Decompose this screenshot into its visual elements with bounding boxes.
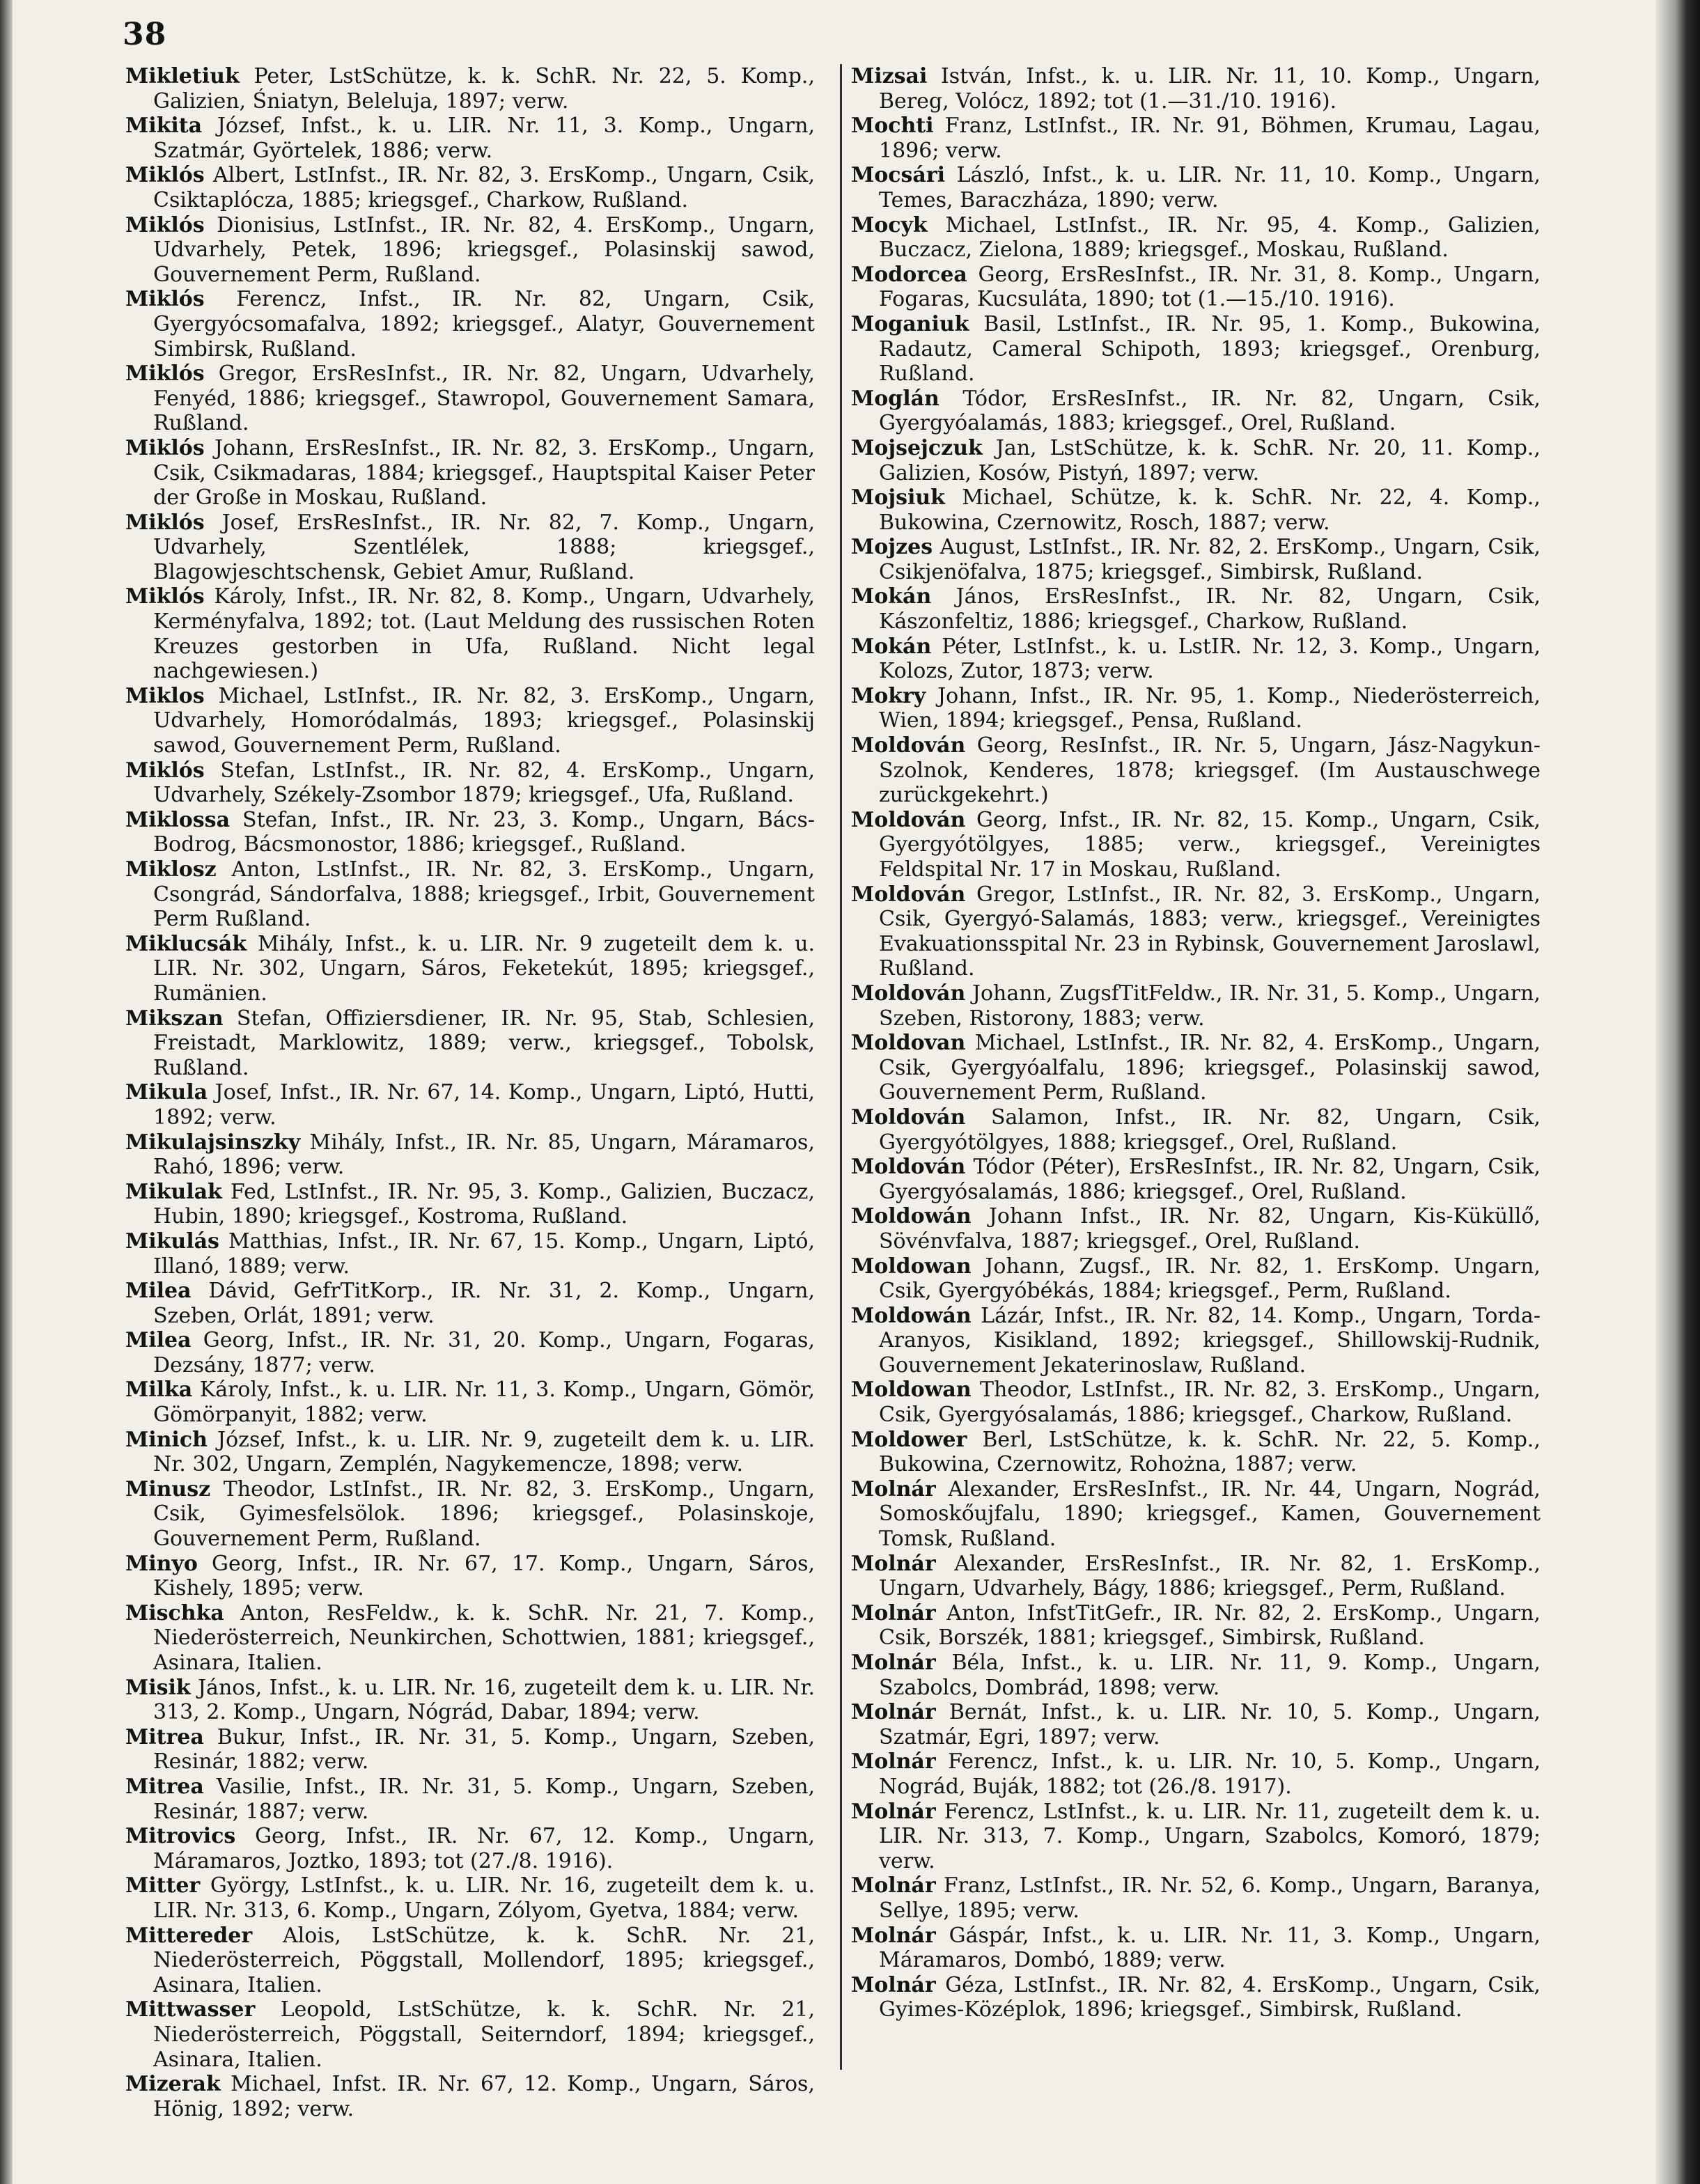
- entry-surname: Molnár: [851, 1972, 936, 1997]
- entry-details: Michael, LstInfst., IR. Nr. 82, 4. ErsKomp., Ungarn, Csik, Gyergyóalfalu, 1896; kriegsgef., Polasinskij sawod, Gouvernement Perm, Rußland.: [879, 1031, 1541, 1105]
- entry-surname: Mokán: [851, 584, 932, 609]
- entry-surname: Miklós: [125, 212, 205, 237]
- list-item: [125, 1130, 815, 1180]
- list-item: [125, 1873, 815, 1923]
- list-item: [125, 1552, 815, 1601]
- entry-surname: Molnár: [851, 1873, 936, 1898]
- entry-surname: Moldovan: [851, 1031, 966, 1056]
- entry-surname: Mizerak: [125, 2072, 221, 2097]
- entry-surname: Moldován: [851, 1155, 966, 1180]
- entry-details: Károly, Infst., k. u. LIR. Nr. 11, 3. Komp., Ungarn, Gömör, Gömörpanyit, 1882; verw.: [153, 1378, 815, 1428]
- entry-surname: Miklos: [125, 683, 205, 708]
- entry-details: Peter, LstSchütze, k. k. SchR. Nr. 22, 5. Komp., Galizien, Śniatyn, Belelujа, 1897; verw.: [153, 64, 815, 114]
- list-item: [851, 485, 1541, 535]
- entry-details: Dionisius, LstInfst., IR. Nr. 82, 4. ErsKomp., Ungarn, Udvarhely, Petek, 1896; kriegsgef., Polasinskij sawod, Gouvernement Perm, Rußland.: [153, 212, 815, 287]
- entry-details: Johann, Zugsf., IR. Nr. 82, 1. ErsKomp. Ungarn, Csik, Gyergyóbékás, 1884; kriegsgef., Perm, Rußland.: [879, 1254, 1541, 1304]
- entry-details: Alexander, ErsResInfst., IR. Nr. 82, 1. ErsKomp., Ungarn, Udvarhely, Bágy, 1886; kriegsgef., Perm, Rußland.: [879, 1551, 1541, 1601]
- entry-details: István, Infst., k. u. LIR. Nr. 11, 10. Komp., Ungarn, Bereg, Volócz, 1892; tot (1.—31./10. 1916).: [879, 64, 1541, 114]
- list-item: [851, 981, 1541, 1031]
- column-divider: [840, 64, 842, 2070]
- list-item: [851, 163, 1541, 212]
- entry-details: Béla, Infst., k. u. LIR. Nr. 11, 9. Komp., Ungarn, Szabolcs, Dombrád, 1898; verw.: [879, 1651, 1541, 1700]
- entry-surname: Molnár: [851, 1923, 936, 1948]
- entry-details: József, Infst., k. u. LIR. Nr. 11, 3. Komp., Ungarn, Szatmár, Györtelek, 1886; verw.: [153, 114, 815, 163]
- entry-surname: Milea: [125, 1328, 192, 1353]
- entry-surname: Moganiuk: [851, 311, 969, 336]
- list-item: [851, 1378, 1541, 1427]
- entry-surname: Milka: [125, 1378, 193, 1403]
- entry-details: Stefan, Offiziersdiener, IR. Nr. 95, Stab, Schlesien, Freistadt, Marklowitz, 1889; verw., kriegsgef., Tobolsk, Rußland.: [153, 1006, 815, 1080]
- entry-surname: Moldowan: [851, 1254, 972, 1279]
- entry-details: Gáspár, Infst., k. u. LIR. Nr. 11, 3. Komp., Ungarn, Máramaros, Dombó, 1889; verw.: [879, 1923, 1541, 1973]
- entry-details: Franz, LstInfst., IR. Nr. 52, 6. Komp., Ungarn, Baranya, Sellye, 1895; verw.: [879, 1873, 1541, 1923]
- entry-details: Alexander, ErsResInfst., IR. Nr. 44, Ungarn, Nográd, Somoskőujfalu, 1890; kriegsgef., Kamen, Gouvernement Tomsk, Rußland.: [879, 1476, 1541, 1552]
- list-item: [851, 64, 1541, 114]
- entry-details: Franz, LstInfst., IR. Nr. 91, Böhmen, Krumau, Lagau, 1896; verw.: [879, 114, 1541, 163]
- list-item: [851, 263, 1541, 312]
- list-item: [125, 436, 815, 510]
- entry-details: Michael, Schütze, k. k. SchR. Nr. 22, 4. Komp., Bukowina, Czernowitz, Rosch, 1887; verw.: [879, 485, 1541, 535]
- list-item: [851, 1552, 1541, 1601]
- list-item: [125, 1378, 815, 1427]
- entry-surname: Molnár: [851, 1700, 936, 1725]
- entry-details: László, Infst., k. u. LIR. Nr. 11, 10. Komp., Ungarn, Temes, Baraczháza, 1890; verw.: [879, 163, 1541, 212]
- entry-details: Mihály, Infst., k. u. LIR. Nr. 9 zugeteilt dem k. u. LIR. Nr. 302, Ungarn, Sáros, Feketekút, 1895; kriegsgef., Rumänien.: [153, 931, 815, 1006]
- entry-surname: Molnár: [851, 1476, 936, 1502]
- entry-surname: Mocsári: [851, 163, 946, 188]
- list-item: [125, 1924, 815, 1998]
- list-item: [125, 857, 815, 932]
- list-item: [125, 684, 815, 758]
- entry-surname: Mojsejczuk: [851, 435, 983, 460]
- entry-details: Georg, Infst., IR. Nr. 31, 20. Komp., Ungarn, Fogaras, Dezsány, 1877; verw.: [153, 1328, 815, 1378]
- entry-details: Salamon, Infst., IR. Nr. 82, Ungarn, Csik, Gyergyótölgyes, 1888; kriegsgef., Orel, Rußland.: [879, 1105, 1541, 1155]
- entry-details: Johann Infst., IR. Nr. 82, Ungarn, Kis-Küküllő, Sövénvfalva, 1887; kriegsgef., Orel, Rußland.: [879, 1204, 1541, 1254]
- list-item: [851, 733, 1541, 808]
- entry-details: Basil, LstInfst., IR. Nr. 95, 1. Komp., Bukowina, Radautz, Cameral Schipoth, 1893; kriegsgef., Orenburg, Rußland.: [879, 311, 1541, 387]
- entry-surname: Milea: [125, 1279, 192, 1304]
- entry-details: Stefan, LstInfst., IR. Nr. 82, 4. ErsKomp., Ungarn, Udvarhely, Székely-Zsombor 1879; kriegsgef., Ufa, Rußland.: [153, 758, 815, 808]
- entry-surname: Miklós: [125, 584, 205, 609]
- list-item: [851, 1700, 1541, 1749]
- list-item: [125, 287, 815, 361]
- entry-surname: Mikszan: [125, 1006, 224, 1031]
- list-item: [851, 1304, 1541, 1378]
- left-column: [125, 64, 815, 2121]
- list-item: [125, 1328, 815, 1378]
- list-item: [125, 584, 815, 683]
- entry-details: Lázár, Infst., IR. Nr. 82, 14. Komp., Ungarn, Torda-Aranyos, Kisikland, 1892; kriegsgef., Shillowskij-Rudnik, Gouvernement Jekaterinoslaw, Rußland.: [879, 1303, 1541, 1378]
- entry-details: Georg, Infst., IR. Nr. 82, 15. Komp., Ungarn, Csik, Gyergyótölgyes, 1885; verw., kriegsgef., Vereinigtes Feldspital Nr. 17 in Moskau, Rußland.: [879, 807, 1541, 882]
- entry-details: Bukur, Infst., IR. Nr. 31, 5. Komp., Ungarn, Szeben, Resinár, 1882; verw.: [153, 1724, 815, 1774]
- entry-details: Theodor, LstInfst., IR. Nr. 82, 3. ErsKomp., Ungarn, Csik, Gyergyósalamás, 1886; kriegsgef., Charkow, Rußland.: [879, 1378, 1541, 1428]
- entry-surname: Molnár: [851, 1551, 936, 1576]
- list-item: [851, 808, 1541, 882]
- list-item: [851, 1155, 1541, 1204]
- entry-surname: Miklós: [125, 361, 205, 387]
- entry-surname: Mojzes: [851, 535, 933, 560]
- list-item: [125, 361, 815, 436]
- list-item: [851, 114, 1541, 163]
- entry-details: Georg, Infst., IR. Nr. 67, 17. Komp., Ungarn, Sáros, Kishely, 1895; verw.: [153, 1551, 815, 1601]
- entry-surname: Mizsai: [851, 64, 928, 88]
- list-item: [851, 1749, 1541, 1799]
- entry-surname: Mittereder: [125, 1923, 253, 1948]
- list-item: [851, 387, 1541, 436]
- right-column: [851, 64, 1541, 2022]
- entry-details: Johann, Infst., IR. Nr. 95, 1. Komp., Niederösterreich, Wien, 1894; kriegsgef., Pensa, Rußland.: [879, 683, 1541, 733]
- entry-details: János, ErsResInfst., IR. Nr. 82, Ungarn, Csik, Kászonfeltiz, 1886; kriegsgef., Charkow, Rußland.: [879, 584, 1541, 634]
- entry-details: Berl, LstSchütze, k. k. SchR. Nr. 22, 5. Komp., Bukowina, Czernowitz, Rohożna, 1887; verw.: [879, 1427, 1541, 1477]
- entry-details: Tódor (Péter), ErsResInfst., IR. Nr. 82, Ungarn, Csik, Gyergyósalamás, 1886; kriegsgef., Orel, Rußland.: [879, 1155, 1541, 1204]
- entry-surname: Moldower: [851, 1427, 967, 1452]
- list-item: [125, 1725, 815, 1774]
- entry-details: Georg, ErsResInfst., IR. Nr. 31, 8. Komp., Ungarn, Fogaras, Kucsuláta, 1890; tot (1.—15./10. 1916).: [879, 262, 1541, 312]
- list-item: [125, 1229, 815, 1279]
- entry-details: Jan, LstSchütze, k. k. SchR. Nr. 20, 11. Komp., Galizien, Kosów, Pistyń, 1897; verw.: [879, 435, 1541, 485]
- entry-surname: Mitrea: [125, 1724, 204, 1749]
- entry-surname: Miklosz: [125, 857, 217, 882]
- entry-surname: Mokry: [851, 683, 926, 708]
- page-number: 38: [123, 17, 167, 52]
- list-item: [125, 758, 815, 808]
- entry-details: János, Infst., k. u. LIR. Nr. 16, zugeteilt dem k. u. LIR. Nr. 313, 2. Komp., Ungarn, Nógrád, Dabar, 1894; verw.: [153, 1675, 815, 1725]
- list-item: [851, 1973, 1541, 2022]
- entry-surname: Molnár: [851, 1600, 936, 1625]
- entry-details: Albert, LstInfst., IR. Nr. 82, 3. ErsKomp., Ungarn, Csik, Csiktaplócza, 1885; kriegsgef., Charkow, Rußland.: [153, 163, 815, 212]
- list-item: [125, 1997, 815, 2072]
- list-item: [125, 2072, 815, 2121]
- entry-surname: Mokán: [851, 634, 932, 659]
- entry-details: György, LstInfst., k. u. LIR. Nr. 16, zugeteilt dem k. u. LIR. Nr. 313, 6. Komp., Ungarn, Zólyom, Gyetva, 1884; verw.: [153, 1873, 815, 1923]
- entry-surname: Moldowan: [851, 1378, 972, 1403]
- entry-details: Michael, Infst. IR. Nr. 67, 12. Komp., Ungarn, Sáros, Hönig, 1892; verw.: [153, 2072, 815, 2121]
- entry-details: Johann, ZugsfTitFeldw., IR. Nr. 31, 5. Komp., Ungarn, Szeben, Ristorony, 1883; verw.: [879, 981, 1541, 1031]
- list-item: [851, 1254, 1541, 1304]
- list-item: [125, 932, 815, 1006]
- entry-details: Tódor, ErsResInfst., IR. Nr. 82, Ungarn, Csik, Gyergyóalamás, 1883; kriegsgef., Orel, Rußland.: [879, 386, 1541, 436]
- entry-surname: Moldowán: [851, 1204, 972, 1229]
- entry-surname: Miklós: [125, 435, 205, 460]
- list-item: [851, 213, 1541, 263]
- entry-surname: Mikulás: [125, 1228, 219, 1254]
- list-item: [125, 1676, 815, 1725]
- entry-surname: Mikula: [125, 1080, 208, 1105]
- entry-surname: Mocyk: [851, 212, 928, 237]
- entry-surname: Miklós: [125, 510, 205, 535]
- list-item: [125, 510, 815, 585]
- entry-surname: Miklós: [125, 758, 205, 783]
- list-item: [851, 1873, 1541, 1923]
- entry-details: Leopold, LstSchütze, k. k. SchR. Nr. 21, Niederösterreich, Pöggstall, Seiterndorf, 1894; kriegsgef., Asinara, Italien.: [153, 1997, 815, 2072]
- entry-details: Stefan, Infst., IR. Nr. 23, 3. Komp., Ungarn, Bács-Bodrog, Bácsmonostor, 1886; kriegsgef., Rußland.: [153, 807, 815, 857]
- list-item: [851, 1031, 1541, 1105]
- list-item: [851, 312, 1541, 387]
- entry-surname: Mitrea: [125, 1774, 204, 1799]
- entry-details: Péter, LstInfst., k. u. LstIR. Nr. 12, 3. Komp., Ungarn, Kolozs, Zutor, 1873; verw.: [879, 634, 1541, 684]
- list-item: [851, 882, 1541, 981]
- list-item: [125, 114, 815, 163]
- entry-surname: Moldován: [851, 1105, 966, 1130]
- list-item: [851, 1651, 1541, 1700]
- entry-details: Michael, LstInfst., IR. Nr. 82, 3. ErsKomp., Ungarn, Udvarhely, Homoródalmás, 1893; kriegsgef., Polasinskij sawod, Gouvernement Perm, Rußland.: [153, 683, 815, 758]
- entry-details: Michael, LstInfst., IR. Nr. 95, 4. Komp., Galizien, Buczacz, Zielona, 1889; kriegsgef., Moskau, Rußland.: [879, 212, 1541, 263]
- list-item: [125, 1428, 815, 1477]
- list-item: [125, 1180, 815, 1229]
- list-item: [125, 1279, 815, 1328]
- entry-surname: Modorcea: [851, 262, 967, 287]
- entry-surname: Minich: [125, 1427, 208, 1452]
- entry-surname: Mikletiuk: [125, 64, 240, 88]
- entry-surname: Mitter: [125, 1873, 201, 1898]
- list-item: [851, 1105, 1541, 1155]
- entry-details: Gregor, ErsResInfst., IR. Nr. 82, Ungarn, Udvarhely, Fenyéd, 1886; kriegsgef., Stawropol, Gouvernement Samara, Rußland.: [153, 361, 815, 436]
- entry-details: Géza, LstInfst., IR. Nr. 82, 4. ErsKomp., Ungarn, Csik, Gyimes-Középlok, 1896; kriegsgef., Simbirsk, Rußland.: [879, 1972, 1541, 2022]
- entry-surname: Moldován: [851, 733, 966, 758]
- entry-details: Anton, LstInfst., IR. Nr. 82, 3. ErsKomp., Ungarn, Csongrád, Sándorfalva, 1888; kriegsgef., Irbit, Gouvernement Perm Rußland.: [153, 857, 815, 932]
- list-item: [125, 1601, 815, 1676]
- entry-surname: Mitrovics: [125, 1824, 236, 1849]
- list-item: [851, 1924, 1541, 1973]
- list-item: [125, 64, 815, 114]
- entry-surname: Miklucsák: [125, 931, 247, 956]
- entry-details: Matthias, Infst., IR. Nr. 67, 15. Komp., Ungarn, Liptó, Illanó, 1889; verw.: [153, 1228, 815, 1279]
- entry-details: Károly, Infst., IR. Nr. 82, 8. Komp., Ungarn, Udvarhely, Kerményfalva, 1892; tot. (Laut Meldung des russischen Roten Kreuzes gestorben in Ufa, Rußland. Nicht legal nachgewiesen.): [153, 584, 815, 684]
- entry-surname: Molnár: [851, 1799, 936, 1824]
- page-left-edge: [0, 0, 13, 2184]
- entry-surname: Molnár: [851, 1749, 936, 1774]
- entry-surname: Mischka: [125, 1600, 224, 1625]
- entry-details: Georg, ResInfst., IR. Nr. 5, Ungarn, Jász-Nagykun-Szolnok, Kenderes, 1878; kriegsgef. (Im Austauschwege zurückgekehrt.): [879, 733, 1541, 808]
- list-item: [851, 634, 1541, 684]
- list-item: [851, 1800, 1541, 1874]
- list-item: [125, 1824, 815, 1873]
- entry-surname: Moldován: [851, 882, 966, 907]
- entry-details: Ferencz, Infst., k. u. LIR. Nr. 10, 5. Komp., Ungarn, Nográd, Buják, 1882; tot (26./8. 1917).: [879, 1749, 1541, 1799]
- list-item: [125, 213, 815, 288]
- entry-surname: Moglán: [851, 386, 939, 411]
- entry-surname: Mochti: [851, 114, 934, 139]
- list-item: [125, 1080, 815, 1130]
- entry-details: August, LstInfst., IR. Nr. 82, 2. ErsKomp., Ungarn, Csik, Csikjenöfalva, 1875; kriegsgef., Simbirsk, Rußland.: [879, 535, 1541, 584]
- entry-surname: Moldowán: [851, 1303, 972, 1328]
- entry-details: Bernát, Infst., k. u. LIR. Nr. 10, 5. Komp., Ungarn, Szatmár, Egri, 1897; verw.: [879, 1700, 1541, 1749]
- entry-details: Gregor, LstInfst., IR. Nr. 82, 3. ErsKomp., Ungarn, Csik, Gyergyó-Salamás, 1883; verw., kriegsgef., Vereinigtes Evakuationsspital Nr. 23 in Rybinsk, Gouvernement Jaroslawl, Rußland.: [879, 882, 1541, 981]
- entry-details: József, Infst., k. u. LIR. Nr. 9, zugeteilt dem k. u. LIR. Nr. 302, Ungarn, Zemplén, Nagykemencze, 1898; verw.: [153, 1427, 815, 1477]
- entry-surname: Miklós: [125, 163, 205, 188]
- entry-surname: Mojsiuk: [851, 485, 945, 510]
- entry-details: Josef, ErsResInfst., IR. Nr. 82, 7. Komp., Ungarn, Udvarhely, Szentlélek, 1888; kriegsgef., Blagowjeschtschensk, Gebiet Amur, Rußland.: [153, 510, 816, 584]
- entry-details: Alois, LstSchütze, k. k. SchR. Nr. 21, Niederösterreich, Pöggstall, Mollendorf, 1895; kriegsgef., Asinara, Italien.: [153, 1923, 815, 1997]
- entry-details: Ferencz, Infst., IR. Nr. 82, Ungarn, Csik, Gyergyócsomafalva, 1892; kriegsgef., Alatyr, Gouvernement Simbirsk, Rußland.: [153, 287, 815, 361]
- entry-surname: Miklossa: [125, 807, 231, 832]
- list-item: [125, 808, 815, 857]
- entry-details: Johann, ErsResInfst., IR. Nr. 82, 3. ErsKomp., Ungarn, Csik, Csikmadaras, 1884; kriegsgef., Hauptspital Kaiser Peter der Große in Moskau, Rußland.: [153, 435, 815, 510]
- entry-details: Georg, Infst., IR. Nr. 67, 12. Komp., Ungarn, Máramaros, Joztko, 1893; tot (27./8. 1916).: [153, 1824, 815, 1873]
- entry-surname: Miklós: [125, 287, 205, 312]
- entry-details: Anton, InfstTitGefr., IR. Nr. 82, 2. ErsKomp., Ungarn, Csik, Borszék, 1881; kriegsgef., Simbirsk, Rußland.: [879, 1600, 1541, 1651]
- list-item: [125, 1774, 815, 1824]
- entry-surname: Minyo: [125, 1551, 198, 1576]
- list-item: [851, 684, 1541, 733]
- entry-details: Mihály, Infst., IR. Nr. 85, Ungarn, Máramaros, Rahó, 1896; verw.: [153, 1130, 815, 1180]
- entry-surname: Molnár: [851, 1651, 936, 1675]
- entry-details: Dávid, GefrTitKorp., IR. Nr. 31, 2. Komp., Ungarn, Szeben, Orlát, 1891; verw.: [153, 1279, 815, 1328]
- entry-details: Josef, Infst., IR. Nr. 67, 14. Komp., Ungarn, Liptó, Hutti, 1892; verw.: [153, 1080, 815, 1130]
- entry-surname: Misik: [125, 1675, 191, 1700]
- list-item: [125, 1477, 815, 1552]
- entry-surname: Mittwasser: [125, 1997, 256, 2022]
- entry-details: Ferencz, LstInfst., k. u. LIR. Nr. 11, zugeteilt dem k. u. LIR. Nr. 313, 7. Komp., Ungarn, Szabolcs, Komoró, 1879; verw.: [879, 1799, 1541, 1873]
- entry-surname: Moldován: [851, 807, 966, 832]
- list-item: [851, 1428, 1541, 1477]
- entry-surname: Mikulajsinszky: [125, 1130, 301, 1155]
- entry-details: Vasilie, Infst., IR. Nr. 31, 5. Komp., Ungarn, Szeben, Resinár, 1887; verw.: [153, 1774, 815, 1824]
- list-item: [125, 1006, 815, 1081]
- list-item: [851, 1477, 1541, 1552]
- list-item: [851, 1204, 1541, 1254]
- list-item: [851, 584, 1541, 634]
- page-right-edge: [1655, 0, 1700, 2184]
- entry-surname: Mikita: [125, 114, 203, 139]
- entry-surname: Mikulak: [125, 1179, 222, 1204]
- list-item: [851, 436, 1541, 485]
- entry-surname: Minusz: [125, 1476, 211, 1502]
- list-item: [851, 535, 1541, 584]
- entry-details: Anton, ResFeldw., k. k. SchR. Nr. 21, 7. Komp., Niederösterreich, Neunkirchen, Schottwien, 1881; kriegsgef., Asinara, Italien.: [153, 1600, 815, 1675]
- list-item: [851, 1601, 1541, 1651]
- list-item: [125, 163, 815, 212]
- entry-details: Theodor, LstInfst., IR. Nr. 82, 3. ErsKomp., Ungarn, Csik, Gyimesfelsölok. 1896; kriegsgef., Polasinskoje, Gouvernement Perm, Rußland.: [153, 1476, 815, 1552]
- entry-surname: Moldován: [851, 981, 966, 1006]
- entry-details: Fed, LstInfst., IR. Nr. 95, 3. Komp., Galizien, Buczacz, Hubin, 1890; kriegsgef., Kostroma, Rußland.: [153, 1179, 815, 1229]
